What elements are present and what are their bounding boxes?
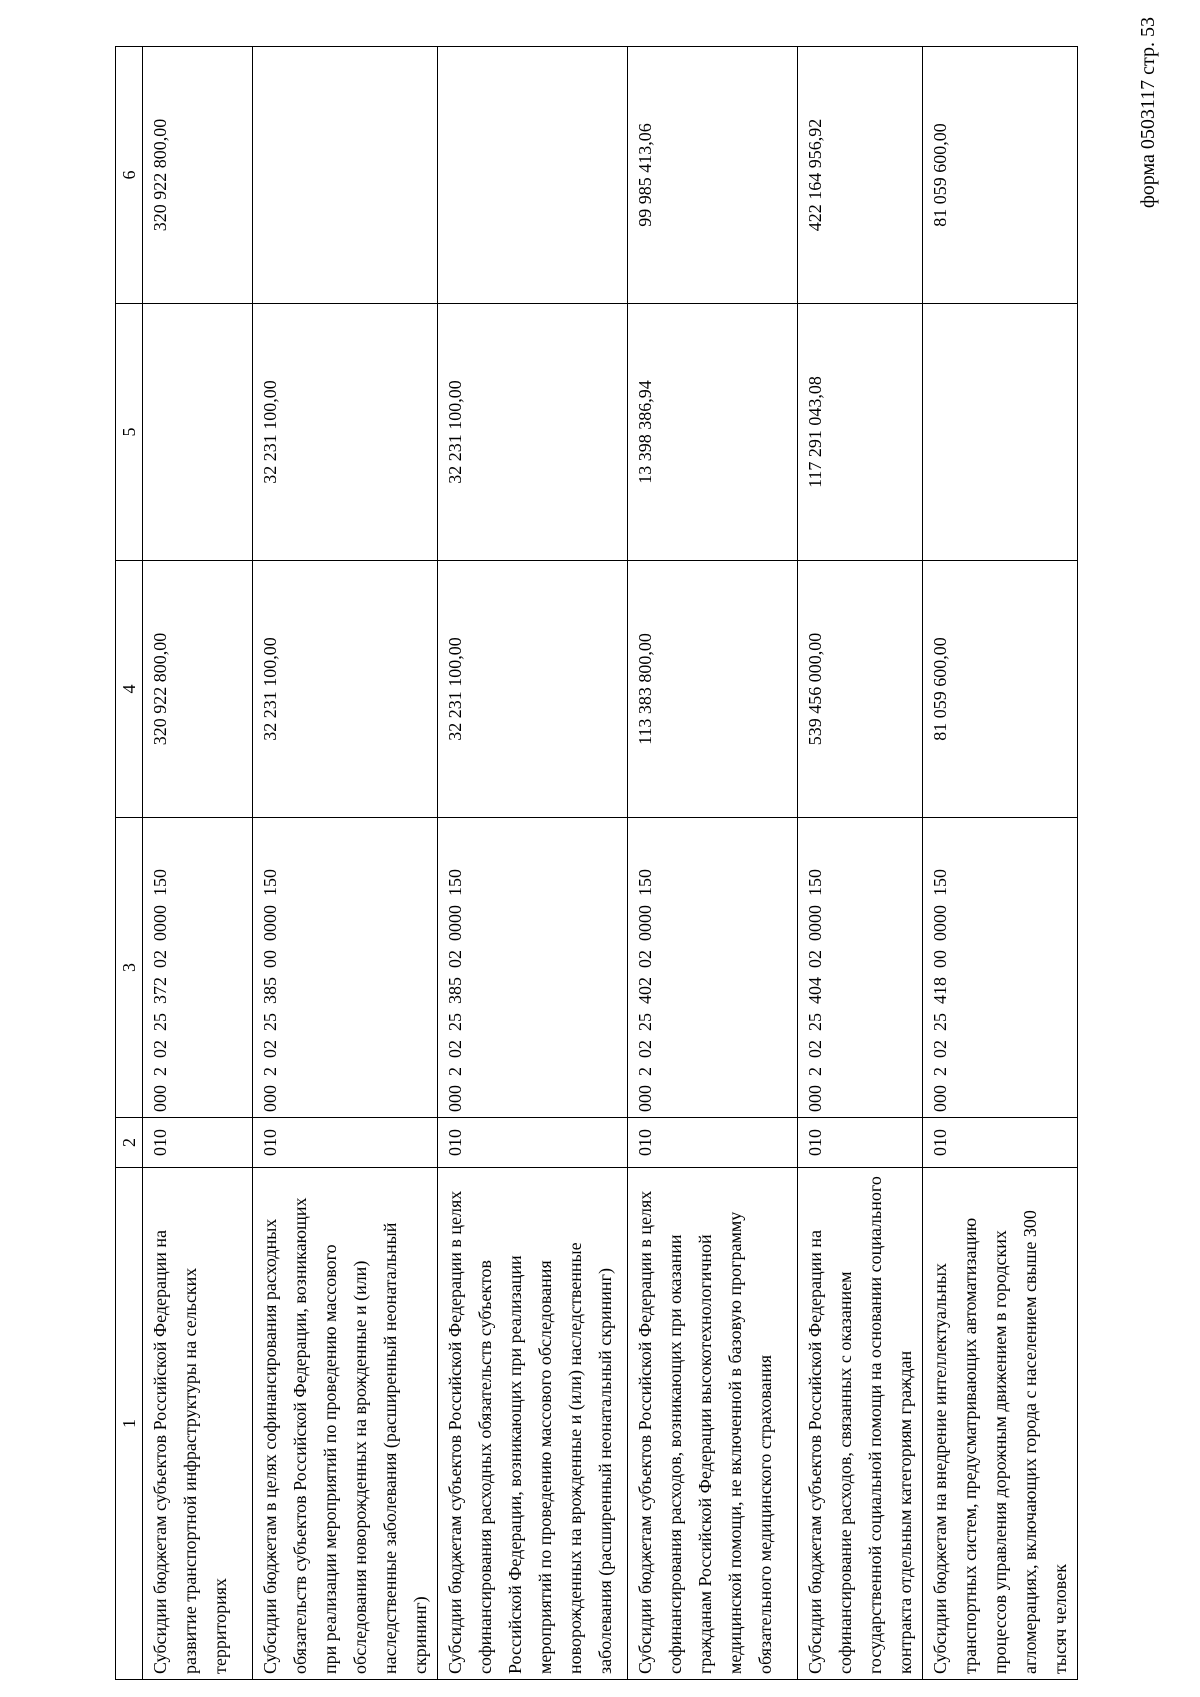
column-number: 1: [116, 1168, 143, 1680]
row-name: Субсидии бюджетам субъектов Российской Федерации на софинансирование расходов, связанных с оказанием государственной социальной помощи на основании социального контракта отдельным категориям граждан: [798, 1168, 923, 1680]
row-code: 010: [143, 1118, 253, 1168]
form-reference: форма 0503117 стр. 53: [1137, 17, 1159, 209]
row-name: Субсидии бюджетам в целях софинансирования расходных обязательств субъектов Российской Федерации, возникающих при реализации мероприятий по проведению массового обследования новорожденных на врожденные и (или) наследственные заболевания (расширенный неонатальный скрининг): [253, 1168, 438, 1680]
table-row: [798, 47, 923, 1680]
table-row: [923, 47, 1078, 1680]
row-executed: 32 231 100,00: [253, 304, 438, 561]
row-approved: 81 059 600,00: [923, 561, 1078, 818]
row-approved: 32 231 100,00: [253, 561, 438, 818]
row-kbk: 000 2 02 25 372 02 0000 150: [143, 818, 253, 1118]
row-code: 010: [438, 1118, 628, 1168]
row-name: Субсидии бюджетам на внедрение интеллектуальных транспортных систем, предусматривающих автоматизацию процессов управления дорожным движением в городских агломерациях, включающих города с населением свыше 300 тысяч человек: [923, 1168, 1078, 1680]
row-approved: 32 231 100,00: [438, 561, 628, 818]
row-code: 010: [798, 1118, 923, 1168]
row-kbk: 000 2 02 25 385 02 0000 150: [438, 818, 628, 1118]
row-kbk: 000 2 02 25 418 00 0000 150: [923, 818, 1078, 1118]
row-approved: 320 922 800,00: [143, 561, 253, 818]
table-row: [438, 47, 628, 1680]
row-approved: 113 383 800,00: [628, 561, 798, 818]
table-row: [253, 47, 438, 1680]
row-name: Субсидии бюджетам субъектов Российской Федерации в целях софинансирования расходных обязательств субъектов Российской Федерации, возникающих при реализации мероприятий по проведению массового обследования новорожденных на врожденные и (или) наследственные заболевания (расширенный неонатальный скрининг): [438, 1168, 628, 1680]
row-name: Субсидии бюджетам субъектов Российской Федерации на развитие транспортной инфраструктуры на сельских территориях: [143, 1168, 253, 1680]
column-number: 4: [116, 561, 143, 818]
report-table: [115, 46, 1078, 1680]
row-approved: 539 456 000,00: [798, 561, 923, 818]
row-name: Субсидии бюджетам субъектов Российской Федерации в целях софинансирования расходов, возникающих при оказании гражданам Российской Федерации высокотехнологичной медицинской помощи, не включенной в базовую программу обязательного медицинского страхования: [628, 1168, 798, 1680]
table-row: [143, 47, 253, 1680]
row-unexecuted: 422 164 956,92: [798, 47, 923, 304]
column-number: 2: [116, 1118, 143, 1168]
row-unexecuted: [253, 47, 438, 304]
row-code: 010: [628, 1118, 798, 1168]
row-unexecuted: [438, 47, 628, 304]
row-executed: 32 231 100,00: [438, 304, 628, 561]
row-executed: [143, 304, 253, 561]
row-kbk: 000 2 02 25 385 00 0000 150: [253, 818, 438, 1118]
row-executed: 13 398 386,94: [628, 304, 798, 561]
row-kbk: 000 2 02 25 404 02 0000 150: [798, 818, 923, 1118]
row-kbk: 000 2 02 25 402 02 0000 150: [628, 818, 798, 1118]
column-number-row: [116, 47, 143, 1680]
column-number: 6: [116, 47, 143, 304]
row-code: 010: [253, 1118, 438, 1168]
row-code: 010: [923, 1118, 1078, 1168]
row-unexecuted: 81 059 600,00: [923, 47, 1078, 304]
table-row: [628, 47, 798, 1680]
row-unexecuted: 320 922 800,00: [143, 47, 253, 304]
row-executed: 117 291 043,08: [798, 304, 923, 561]
row-unexecuted: 99 985 413,06: [628, 47, 798, 304]
row-executed: [923, 304, 1078, 561]
column-number: 5: [116, 304, 143, 561]
column-number: 3: [116, 818, 143, 1118]
